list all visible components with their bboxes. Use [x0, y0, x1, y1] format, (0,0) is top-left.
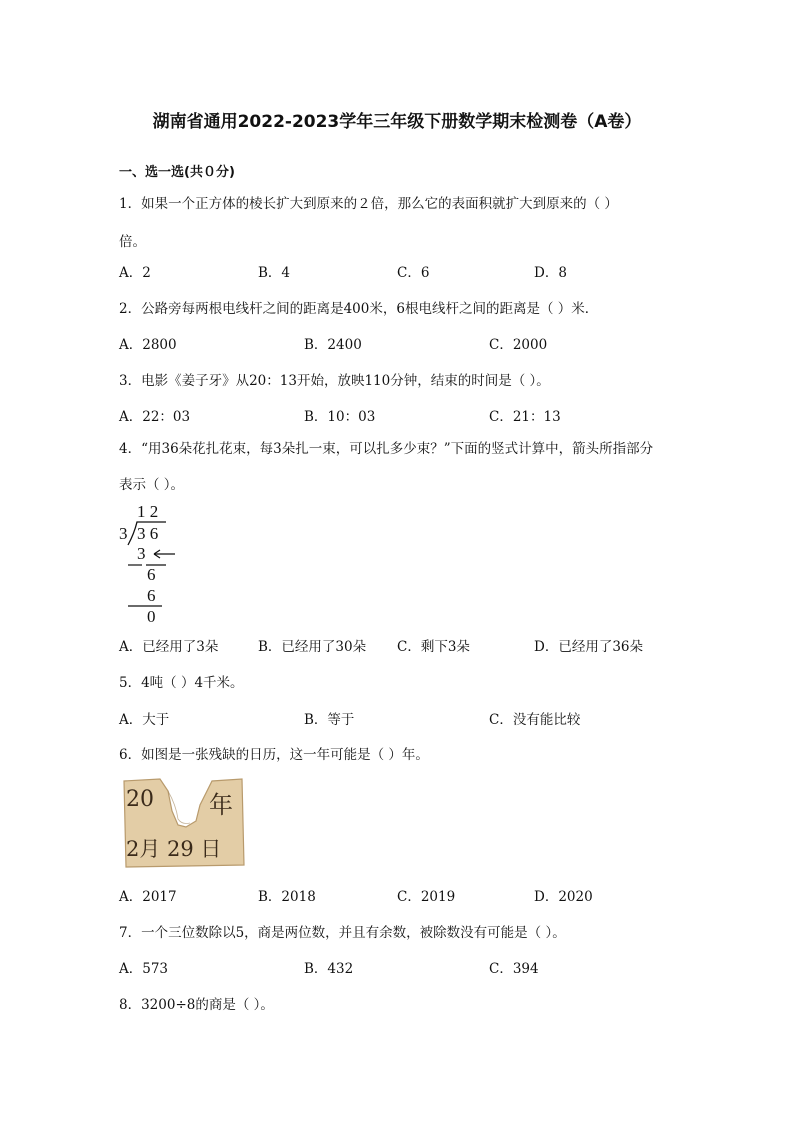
question-7: 7．一个三位数除以5，商是两位数，并且有余数，被除数没有可能是（ ）。 — [119, 925, 566, 941]
q3-option-a: A．22：03 — [119, 409, 191, 425]
question-4-continued: 表示（ ）。 — [119, 477, 185, 493]
calendar-year-prefix: 20 — [126, 787, 154, 812]
q5-option-b: B．等于 — [304, 712, 355, 728]
q4-option-b: B．已经用了30朵 — [258, 639, 367, 655]
q2-option-a: A．2800 — [119, 337, 177, 353]
question-2: 2．公路旁每两根电线杆之间的距离是400米，6根电线杆之间的距离是（ ）米． — [119, 301, 599, 317]
question-6: 6．如图是一张残缺的日历，这一年可能是（ ）年。 — [119, 747, 429, 763]
q3-option-b: B．10：03 — [304, 409, 376, 425]
division-quotient: 1 2 — [137, 502, 159, 521]
q6-option-b: B．2018 — [258, 889, 316, 905]
torn-calendar-image — [120, 775, 246, 870]
question-8: 8．3200÷8的商是（ ）。 — [119, 997, 274, 1013]
page-title: 湖南省通用2022-2023学年三年级下册数学期末检测卷（A卷） — [152, 112, 642, 132]
q2-option-c: C．2000 — [489, 337, 548, 353]
q6-option-c: C．2019 — [397, 889, 456, 905]
q1-option-a: A．2 — [119, 265, 151, 281]
q5-option-c: C．没有能比较 — [489, 712, 581, 728]
question-4: 4．“用36朵花扎花束，每3朵扎一束，可以扎多少束？”下面的竖式计算中，箭头所指部分 — [119, 441, 654, 457]
q6-option-d: D．2020 — [534, 889, 593, 905]
q4-option-d: D．已经用了36朵 — [534, 639, 644, 655]
q7-option-a: A．573 — [119, 961, 169, 977]
question-1: 1．如果一个正方体的棱长扩大到原来的２倍，那么它的表面积就扩大到原来的（ ） — [119, 196, 618, 212]
question-5: 5．4吨（ ）4千米。 — [119, 675, 244, 691]
q7-option-c: C．394 — [489, 961, 539, 977]
q1-option-b: B．4 — [258, 265, 291, 281]
division-dividend: 3 6 — [137, 524, 159, 543]
division-divisor: 3 — [119, 524, 128, 543]
calendar-date: 2月 29 日 — [126, 837, 222, 861]
question-1-continued: 倍。 — [119, 234, 146, 250]
calendar-year-label: 年 — [209, 791, 233, 819]
q7-option-b: B．432 — [304, 961, 354, 977]
division-remainder-2: 0 — [147, 607, 156, 626]
division-remainder-1: 6 — [147, 565, 156, 584]
q5-option-a: A．大于 — [119, 712, 170, 728]
division-lines — [118, 500, 188, 630]
q6-option-a: A．2017 — [119, 889, 177, 905]
division-step-1: 3 — [137, 544, 146, 563]
question-3: 3．电影《姜子牙》从20：13开始，放映110分钟，结束的时间是（ ）。 — [119, 373, 550, 389]
q1-option-d: D．8 — [534, 265, 567, 281]
section-heading: 一、选一选(共０分) — [119, 165, 235, 180]
arrow-left-icon — [154, 550, 175, 558]
q2-option-b: B．2400 — [304, 337, 362, 353]
q3-option-c: C．21：13 — [489, 409, 561, 425]
q4-option-c: C．剩下3朵 — [397, 639, 470, 655]
q1-option-c: C．6 — [397, 265, 430, 281]
q4-option-a: A．已经用了3朵 — [119, 639, 219, 655]
division-step-2: 6 — [147, 586, 156, 605]
